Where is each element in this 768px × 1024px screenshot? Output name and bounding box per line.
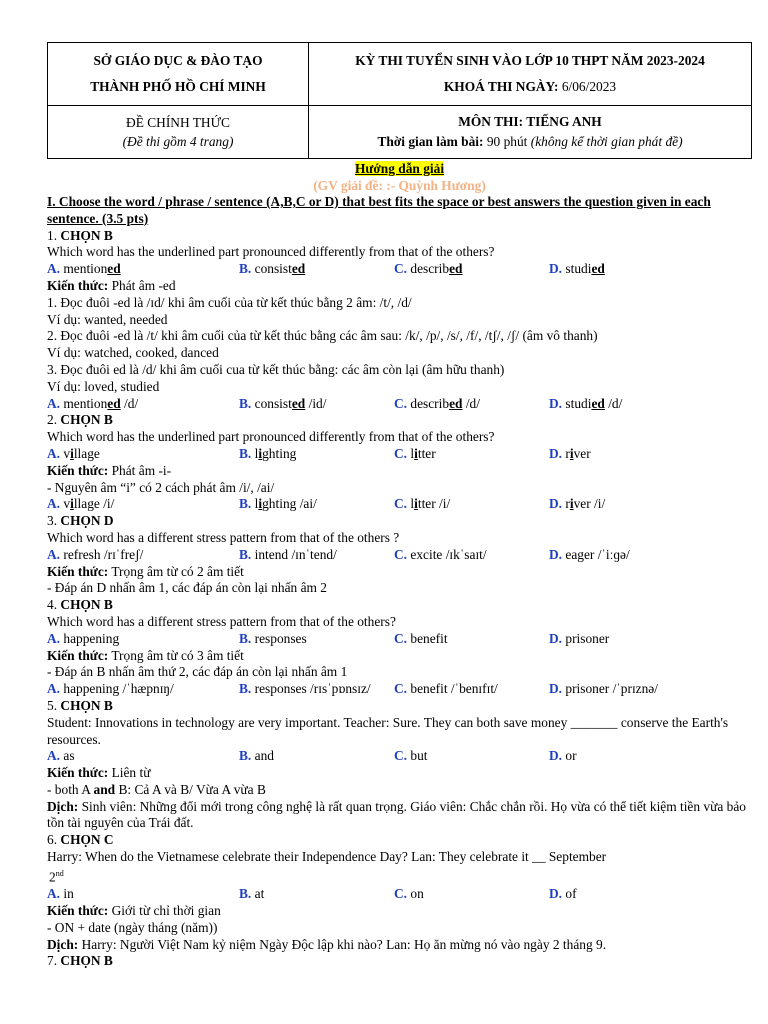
q2-option-c: C. litter [394,445,436,461]
q2-answer: 2. CHỌN B [47,412,113,428]
department-cell [48,43,309,106]
exam-duration: Thời gian làm bài: 90 phút (không kể thời gian phát đề) [377,134,683,149]
q6-explain-1: - ON + date (ngày tháng (năm)) [47,919,218,935]
q6-stem: Harry: When do the Vietnamese celebrate their Independence Day? Lan: They celebrate it __ September [47,849,607,865]
q6-answer: 6. CHỌN C [47,832,114,848]
q2-options [47,446,752,463]
section-1-heading: I. Choose the word / phrase / sentence (A,B,C or D) that best fits the space or best answers the question given in each sentence. (3.5 pts) [47,194,711,226]
q6-translation: Dịch: Harry: Người Việt Nam kỷ niệm Ngày Độc lập khi nào? Lan: Họ ăn mừng nó vào ngày 2 tháng 9. [47,936,607,952]
q1-explain-2: Ví dụ: wanted, needed [47,311,168,327]
q5-options: A. as B. and C. but D. or [47,748,577,764]
q3-options: A. refresh /rɪˈfreʃ/ B. intend /ɪnˈtend/ C. excite /ɪkˈsaɪt/ D. eager /ˈiːɡə/ [47,546,630,562]
q1-options [47,261,752,278]
subject-title: MÔN THI: TIẾNG ANH [458,114,602,129]
department-line-1: SỞ GIÁO DỤC & ĐÀO TẠO [93,53,263,68]
official-label: ĐỀ CHÍNH THỨC [126,115,230,130]
q1-options-ipa: A. mentioned /d/ B. consisted /id/ C. described /d/ D. studied /d/ [47,395,623,411]
subject-cell [309,106,752,159]
q1-option-c: C. described [394,261,463,277]
exam-info-cell [309,43,752,106]
pages-note: (Đề thi gồm 4 trang) [122,134,234,149]
q1-explain-4: Ví dụ: watched, cooked, danced [47,345,219,361]
q2-option-b: B. lighting [239,445,297,461]
q3-stem: Which word has a different stress pattern from that of the others ? [47,529,400,545]
q6-knowledge: Kiến thức: Giới từ chỉ thời gian [47,902,221,918]
q2-explain-1: - Nguyên âm “i” có 2 cách phát âm /i/, /ai/ [47,479,275,495]
q2-option-a: A. village [47,445,100,461]
q1-option-b: B. consisted [239,261,306,277]
q5-explain-1: - both A and B: Cả A và B/ Vừa A vừa B [47,781,266,797]
q5-answer: 5. CHỌN B [47,697,113,713]
department-line-2: THÀNH PHỐ HỒ CHÍ MINH [90,79,266,94]
official-cell [48,106,309,159]
q1-answer: 1. CHỌN B [47,227,113,243]
q2-stem: Which word has the underlined part pronounced differently from that of the others? [47,429,495,445]
q4-options-ipa: A. happening /ˈhæpnɪŋ/ B. responses /rɪsˈpɒnsɪz/ C. benefit /ˈbenɪfɪt/ D. prisoner /ˈprɪznə/ [47,681,658,697]
q2-option-d: D. river [549,445,591,461]
q6-options: A. in B. at C. on D. of [47,886,577,902]
q1-stem: Which word has the underlined part pronounced differently from that of the others? [47,244,495,260]
q1-explain-5: 3. Đọc đuôi ed là /d/ khi âm cuối cua từ kết thúc bằng: các âm còn lại (âm hữu thanh) [47,361,505,377]
q4-stem: Which word has a different stress pattern from that of the others? [47,613,396,629]
guide-heading [47,160,752,194]
q1-explain-3: 2. Đọc đuôi -ed là /t/ khi âm cuối của từ kết thúc bằng các âm sau: /k/, /p/, /s/, /f/, /tʃ/, /ʃ/ (âm vô thanh) [47,328,598,344]
q4-explain-1: - Đáp án B nhấn âm thứ 2, các đáp án còn lại nhấn âm 1 [47,664,348,680]
q3-knowledge: Kiến thức: Trọng âm từ có 2 âm tiết [47,563,244,579]
q2-options-ipa: A. village /i/ B. lighting /ai/ C. litter /i/ D. river /i/ [47,496,606,512]
guide-author: (GV giải đề: :- Quỳnh Hương) [313,178,486,193]
q5-stem: Student: Innovations in technology are very important. Teacher: Sure. They can both save money _______ conserve the Earth's resources. [47,714,729,747]
q1-explain-6: Ví dụ: loved, studied [47,378,160,394]
q1-option-d: D. studied [549,261,605,277]
q1-explain-1: 1. Đọc đuôi -ed là /ɪd/ khi âm cuối của từ kết thúc bằng 2 âm: /t/, /d/ [47,294,412,310]
q7-answer: 7. CHỌN B [47,953,113,969]
q4-options: A. happening B. responses C. benefit D. prisoner [47,630,610,646]
guide-title: Hướng dẫn giải [354,161,445,176]
q5-translation: Dịch: Sinh viên: Những đổi mới trong công nghệ là rất quan trọng. Giáo viên: Chắc chắn rồi. Họ vừa có thể tiết kiệm tiền vừa bảo tồn tài nguyên của Trái đất. [47,798,746,831]
q1-option-a: A. mentioned [47,261,121,277]
q6-stem-date: 2nd [49,868,64,885]
exam-title: KỲ THI TUYỂN SINH VÀO LỚP 10 THPT NĂM 2023-2024 [355,53,705,68]
q3-explain-1: - Đáp án D nhấn âm 1, các đáp án còn lại nhấn âm 2 [47,580,327,596]
exam-header-table [47,42,752,159]
exam-page [47,42,752,970]
q1-knowledge: Kiến thức: Phát âm -ed [47,277,176,293]
q3-answer: 3. CHỌN D [47,513,114,529]
exam-date: KHOÁ THI NGÀY: 6/06/2023 [443,79,617,94]
q5-knowledge: Kiến thức: Liên từ [47,765,151,781]
q4-answer: 4. CHỌN B [47,597,113,613]
q2-knowledge: Kiến thức: Phát âm -i- [47,462,172,478]
q4-knowledge: Kiến thức: Trọng âm từ có 3 âm tiết [47,647,244,663]
